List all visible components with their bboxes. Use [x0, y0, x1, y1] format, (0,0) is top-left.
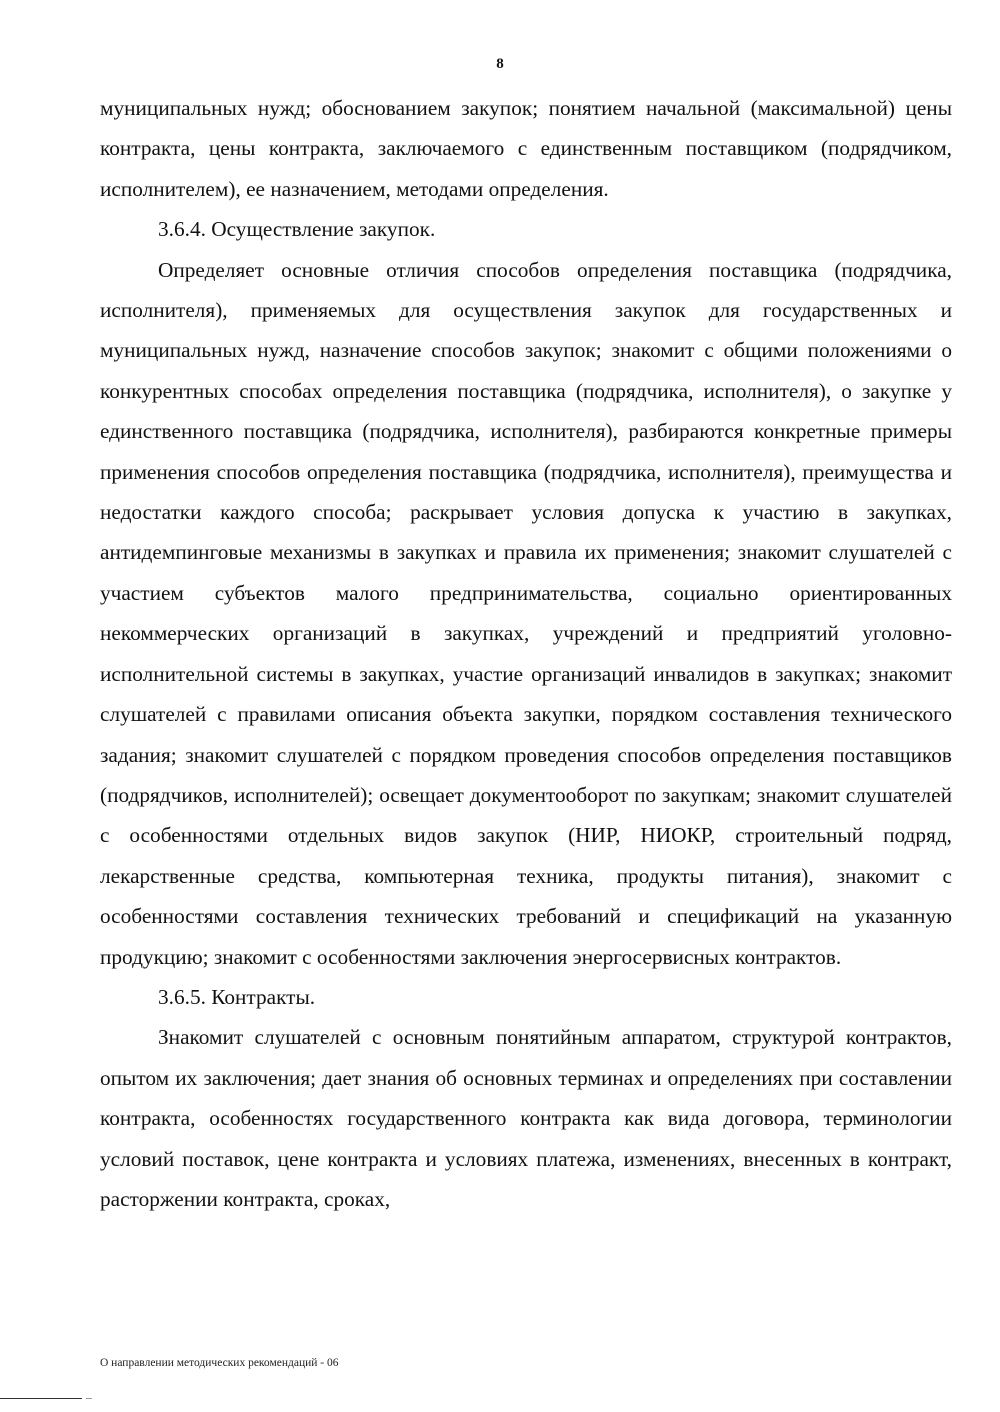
footer-divider — [0, 1398, 82, 1399]
paragraph-contracts: Знакомит слушателей с основным понятийным аппаратом, структурой контрактов, опытом их заключения; дает знания об основных терминах и определениях при составлении контракта, особенностях государственного контракта как вида договора, терминологии условий поставок, цене контракта и условиях платежа, изменениях, внесенных в контракт, расторжении контракта, сроках, — [100, 1025, 952, 1211]
section-heading-3-6-5: 3.6.5. Контракты. — [158, 984, 316, 1009]
paragraph-procurement: Определяет основные отличия способов определения поставщика (подрядчика, исполнителя), применяемых для осуществления закупок для государственных и муниципальных нужд, назначение способов закупок; знакомит с общими положениями о конкурентных способах определения поставщика (подрядчика, исполнителя), о закупке у единственного поставщика (подрядчика, исполнителя), разбираются конкретные примеры применения способов определения поставщика (подрядчика, исполнителя), преимущества и недостатки каждого способа; раскрывает условия допуска к участию в закупках, антидемпинговые механизмы в закупках и правила их применения; знакомит слушателей с участием субъектов малого предпринимательства, социально ориентированных некоммерческих организаций в закупках, учреждений и предприятий уголовно-исполнительной системы в закупках, участие организаций инвалидов в закупках; знакомит слушателей с правилами описания объекта закупки, порядком составления технического задания; знакомит слушателей с порядком проведения способов определения поставщиков (подрядчиков, исполнителей); освещает документооборот по закупкам; знакомит слушателей с особенностями отдельных видов закупок (НИР, НИОКР, строительный подряд, лекарственные средства, компьютерная техника, продукты питания), знакомит с особенностями составления технических требований и спецификаций на указанную продукцию; знакомит с особенностями заключения энергосервисных контрактов. — [100, 257, 952, 969]
document-body — [100, 88, 952, 1219]
footer-note: О направлении методических рекомендаций - 06 — [100, 1357, 339, 1369]
section-heading-3-6-4: 3.6.4. Осуществление закупок. — [158, 217, 436, 242]
paragraph-continuation: муниципальных нужд; обоснованием закупок; понятием начальной (максимальной) цены контракта, цены контракта, заключаемого с единственным поставщиком (подрядчиком, исполнителем), ее назначением, методами определения. — [100, 96, 952, 201]
page-number: 8 — [496, 56, 504, 72]
footer-divider-tick — [86, 1398, 92, 1399]
